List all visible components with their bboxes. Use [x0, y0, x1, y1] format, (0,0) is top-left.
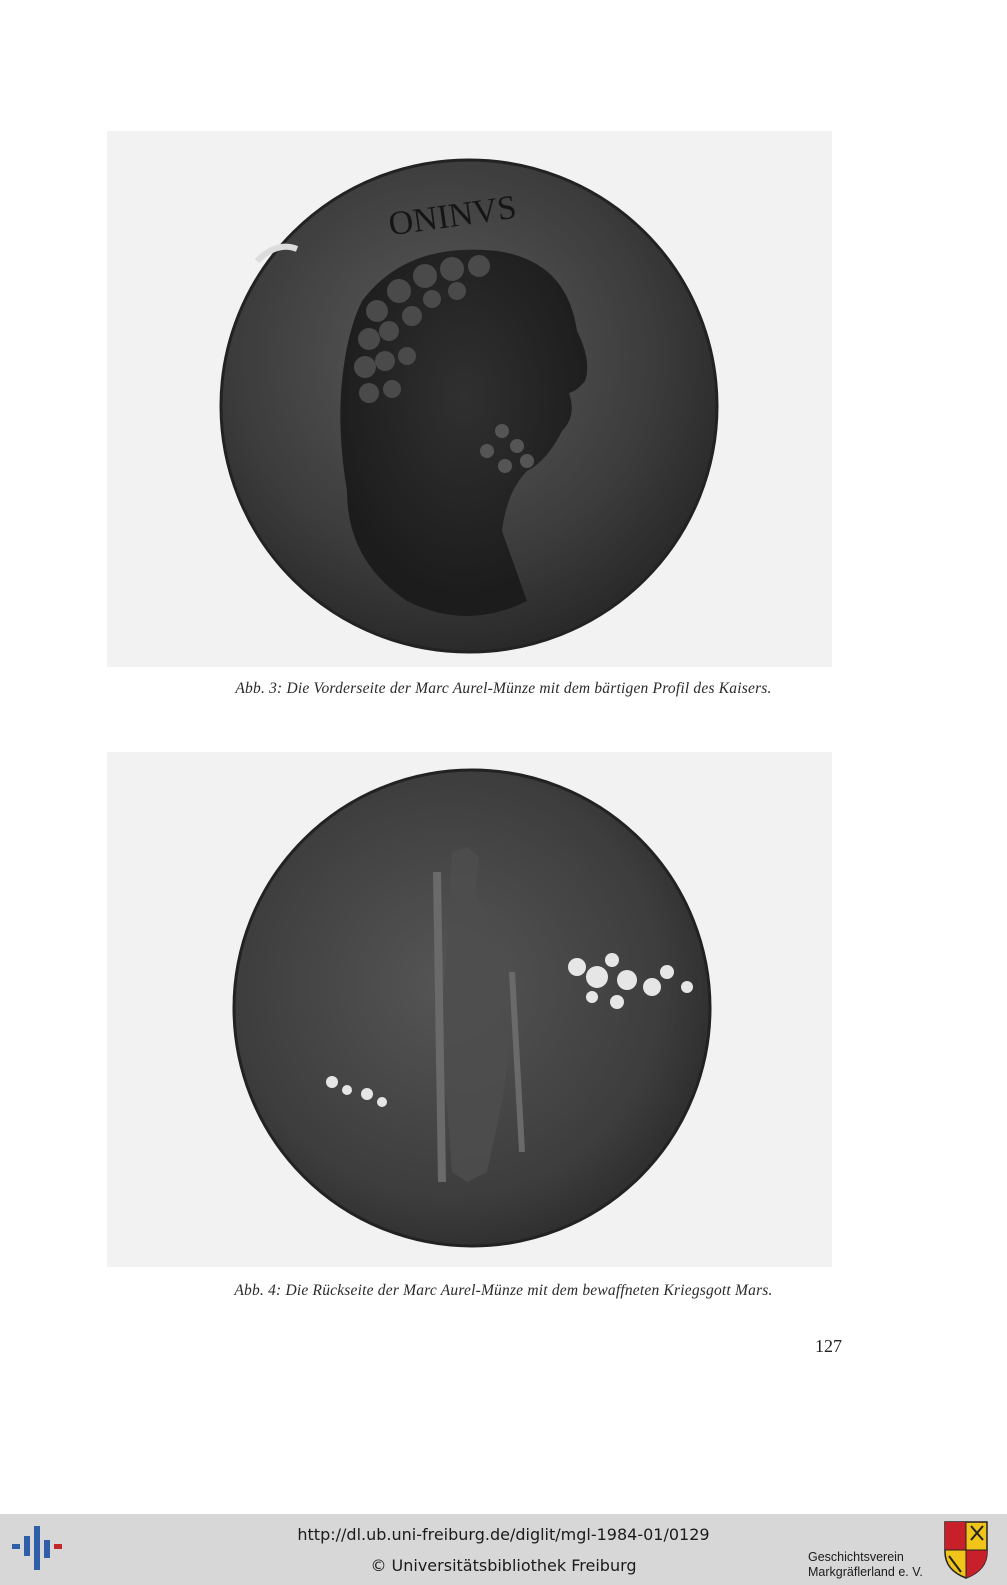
footer-bar: [0, 1514, 1007, 1585]
document-url-link[interactable]: http://dl.ub.uni-freiburg.de/diglit/mgl-1984-01/0129: [297, 1525, 710, 1544]
figure-3-caption: Abb. 3: Die Vorderseite der Marc Aurel-Münze mit dem bärtigen Profil des Kaisers.: [235, 680, 772, 697]
coin-obverse-photo: [107, 131, 832, 667]
figure-4-caption: Abb. 4: Die Rückseite der Marc Aurel-Münze mit dem bewaffneten Kriegsgott Mars.: [234, 1282, 773, 1299]
society-name: [808, 1550, 923, 1580]
page-number: 127: [815, 1336, 842, 1356]
coin-legend-text: ONINVS: [386, 188, 519, 244]
society-line-1: Geschichtsverein: [808, 1550, 904, 1564]
society-line-2: Markgräflerland e. V.: [808, 1565, 923, 1579]
copyright-text: © Universitätsbibliothek Freiburg: [370, 1556, 637, 1575]
coin-reverse-photo: [107, 752, 832, 1267]
coat-of-arms-icon: [943, 1520, 989, 1585]
